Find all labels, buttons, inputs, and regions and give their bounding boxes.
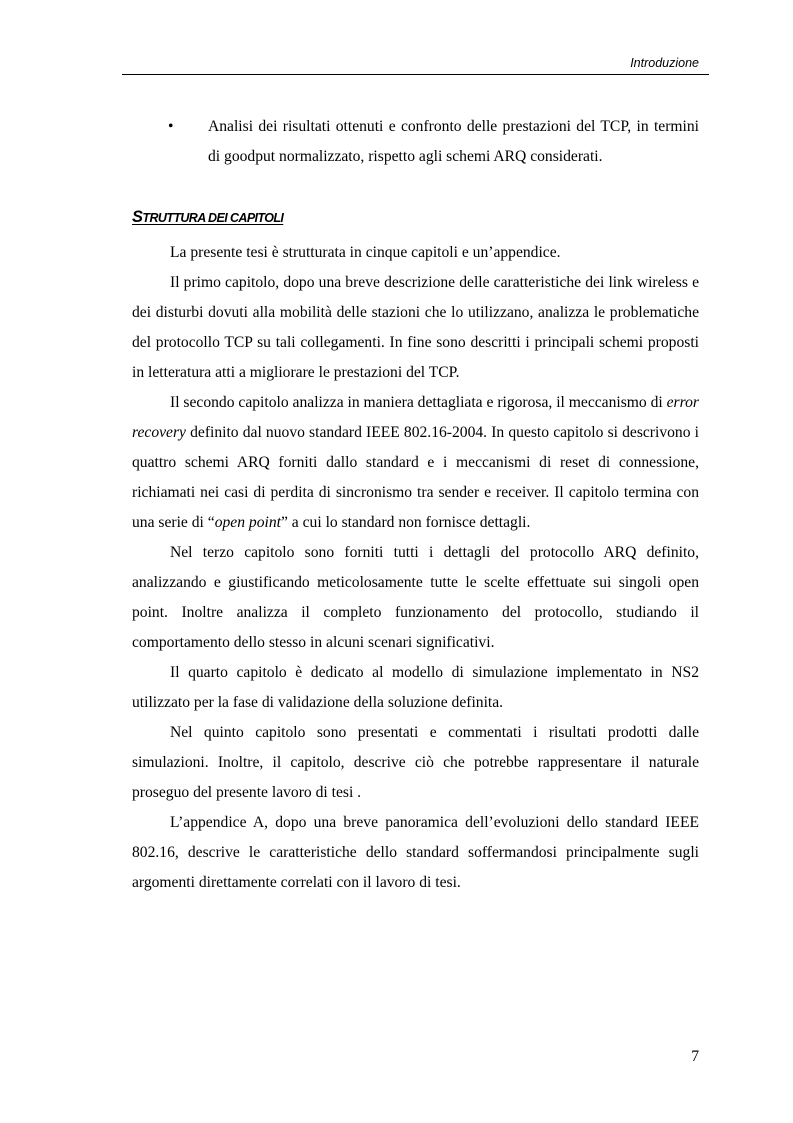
- paragraph-chapter-2-text-e: ” a cui lo standard non fornisce dettagli.: [280, 514, 531, 531]
- page-number: 7: [691, 1048, 699, 1065]
- term-error-recovery: error recovery: [132, 394, 699, 441]
- paragraph-chapter-2-text-c: definito dal nuovo standard IEEE 802.16-2004. In questo capitolo si descrivono i quattro schemi ARQ forniti dallo standard e i meccanismi di reset di connessione, richiamati nei casi di perdita di sincronismo tra sender e receiver. Il capitolo termina con una serie di “: [132, 424, 699, 531]
- section-heading-initial: S: [132, 208, 143, 226]
- page-body: [132, 112, 699, 898]
- paragraph-chapter-4: Il quarto capitolo è dedicato al modello di simulazione implementato in NS2 utilizzato per la fase di validazione della soluzione definita.: [132, 664, 699, 711]
- bullet-text: Analisi dei risultati ottenuti e confronto delle prestazioni del TCP, in termini di goodput normalizzato, rispetto agli schemi ARQ considerati.: [208, 118, 699, 165]
- running-header: Introduzione: [630, 56, 699, 70]
- paragraph-chapter-2: [132, 388, 699, 538]
- term-open-point: open point: [214, 514, 281, 531]
- bullet-icon: •: [168, 118, 174, 135]
- section-heading-rest: TRUTTURA DEI CAPITOLI: [142, 211, 284, 225]
- paragraph-appendix: L’appendice A, dopo una breve panoramica dell’evoluzioni dello standard IEEE 802.16, descrive le caratteristiche dello standard soffermandosi principalmente sugli argomenti direttamente correlati con il lavoro di tesi.: [132, 814, 699, 891]
- paragraph-chapter-5: Nel quinto capitolo sono presentati e commentati i risultati prodotti dalle simulazioni. Inoltre, il capitolo, descrive ciò che potrebbe rappresentare il naturale proseguo del presente lavoro di tesi .: [132, 724, 699, 801]
- header-rule: [122, 74, 709, 75]
- paragraph-chapter-3: Nel terzo capitolo sono forniti tutti i dettagli del protocollo ARQ definito, analizzando e giustificando meticolosamente tutte le scelte effettuate sui singoli open point. Inoltre analizza il completo funzionamento del protocollo, studiando il comportamento dello stesso in alcuni scenari significativi.: [132, 544, 699, 651]
- paragraph-intro: La presente tesi è strutturata in cinque capitoli e un’appendice.: [170, 244, 561, 261]
- section-heading: [132, 205, 699, 230]
- bullet-list-item: [132, 112, 699, 172]
- paragraph-chapter-2-text-a: Il secondo capitolo analizza in maniera dettagliata e rigorosa, il meccanismo di: [170, 394, 667, 411]
- paragraph-chapter-1: Il primo capitolo, dopo una breve descrizione delle caratteristiche dei link wireless e dei disturbi dovuti alla mobilità delle stazioni che lo utilizzano, analizza le problematiche del protocollo TCP su tali collegamenti. In fine sono descritti i principali schemi proposti in letteratura atti a migliorare le prestazioni del TCP.: [132, 274, 699, 381]
